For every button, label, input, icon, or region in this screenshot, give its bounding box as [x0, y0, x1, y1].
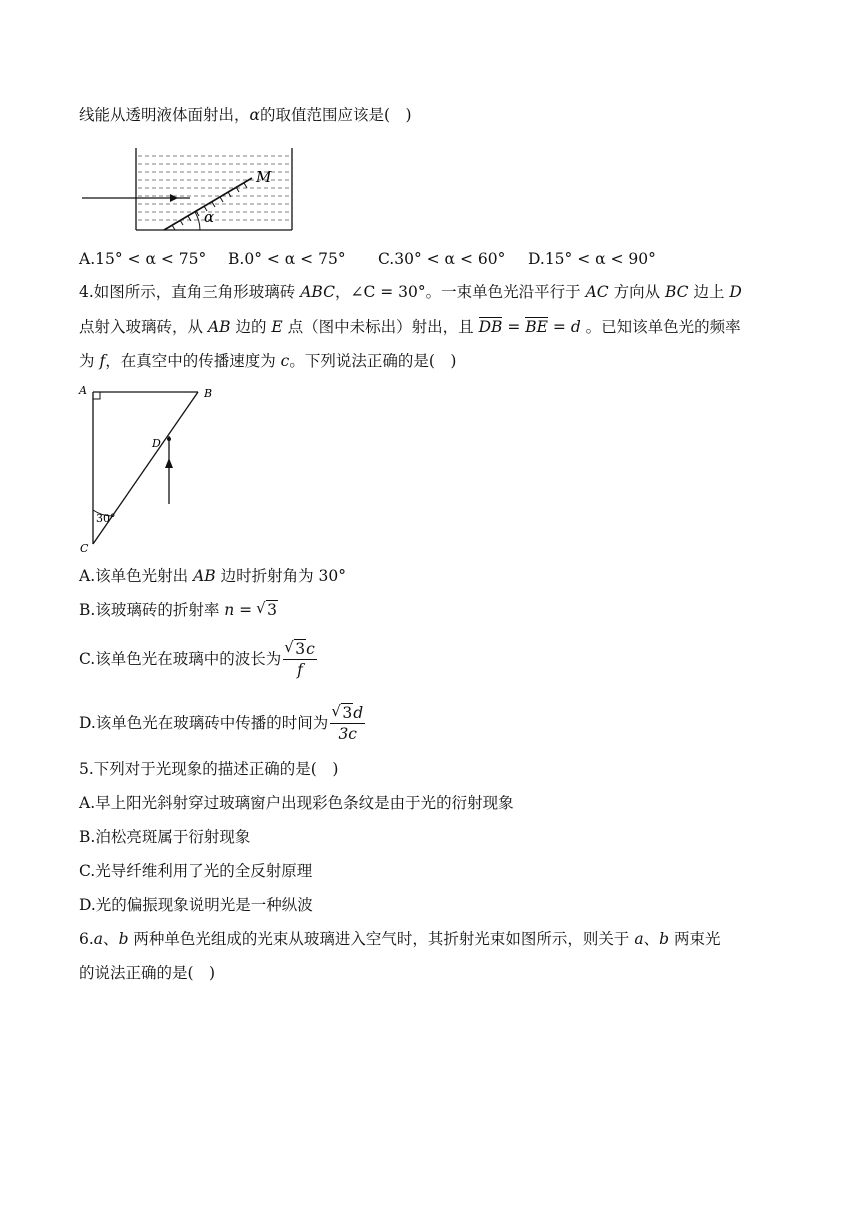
q3-option-d[interactable]: D.15° < α < 90°	[528, 250, 656, 268]
q3-option-a[interactable]: A.15° < α < 75°	[79, 250, 207, 268]
fraction-time: √ $\frac{3d}{3c}$	[330, 703, 365, 744]
segment-DB: DB	[478, 318, 503, 336]
fraction-wavelength: √ $\frac{3c}{f}$	[283, 639, 317, 680]
vertex-A-label: A	[79, 384, 87, 397]
light-ray-arrow	[165, 458, 173, 468]
alpha-arc	[195, 212, 200, 230]
vertex-B-label: B	[204, 387, 213, 400]
q3-option-b[interactable]: B.0° < α < 75°	[228, 250, 346, 268]
q5-option-b[interactable]: B.泊松亮斑属于衍射现象	[79, 828, 251, 846]
point-D-label: D	[152, 437, 161, 450]
mirror-label-M: M	[256, 168, 272, 186]
q4-stem-line-3: 为 f，在真空中的传播速度为 c。下列说法正确的是( )	[79, 352, 457, 370]
angle-30-label: 30°	[96, 512, 116, 525]
q6-stem-line-1: 6.a、b 两种单色光组成的光束从玻璃进入空气时，其折射光束如图所示，则关于 a、b 两束光	[79, 930, 721, 948]
q3-stem-text-end: 的取值范围应该是( )	[259, 106, 412, 124]
q4-option-d[interactable]: D.该单色光在玻璃砖中传播的时间为 √ $\frac{3d}{3c}$	[79, 702, 365, 744]
q4-stem-line-2: 点射入玻璃砖，从 AB 边的 E 点（图中未标出）射出，且 DB = BE = d 。已知该单色光的频率	[79, 318, 741, 336]
right-angle-mark	[93, 392, 100, 399]
q3-option-c[interactable]: C.30° < α < 60°	[378, 250, 506, 268]
vertex-C-label: C	[80, 542, 89, 554]
segment-BE: BE	[525, 318, 548, 336]
q6-stem-line-2: 的说法正确的是( )	[79, 964, 216, 982]
q4-figure-triangle-prism	[76, 382, 226, 554]
q5-option-a[interactable]: A.早上阳光斜射穿过玻璃窗户出现彩色条纹是由于光的衍射现象	[79, 794, 514, 812]
point-D	[167, 437, 171, 441]
q4-stem-line-1: 4.如图所示，直角三角形玻璃砖 ABC，∠C = 30°。一束单色光沿平行于 AC 方向从 BC 边上 D	[79, 283, 742, 301]
q4-option-b[interactable]: B.该玻璃砖的折射率 n = √ 3	[79, 599, 278, 621]
q3-figure-liquid-mirror	[80, 144, 300, 234]
q5-stem: 5.下列对于光现象的描述正确的是( )	[79, 760, 339, 778]
incident-ray-arrow	[170, 194, 178, 202]
q3-stem-var: α	[249, 106, 260, 124]
q4-option-c[interactable]: C.该单色光在玻璃中的波长为 √ $\frac{3c}{f}$	[79, 638, 317, 680]
q5-option-c[interactable]: C.光导纤维利用了光的全反射原理	[79, 862, 313, 880]
q3-stem-line	[79, 104, 412, 126]
q3-stem-text: 线能从透明液体面射出，	[79, 106, 250, 124]
q4-option-a[interactable]: A.该单色光射出 AB 边时折射角为 30°	[79, 567, 346, 585]
alpha-label: α	[204, 208, 215, 226]
q5-option-d[interactable]: D.光的偏振现象说明光是一种纵波	[79, 896, 313, 914]
